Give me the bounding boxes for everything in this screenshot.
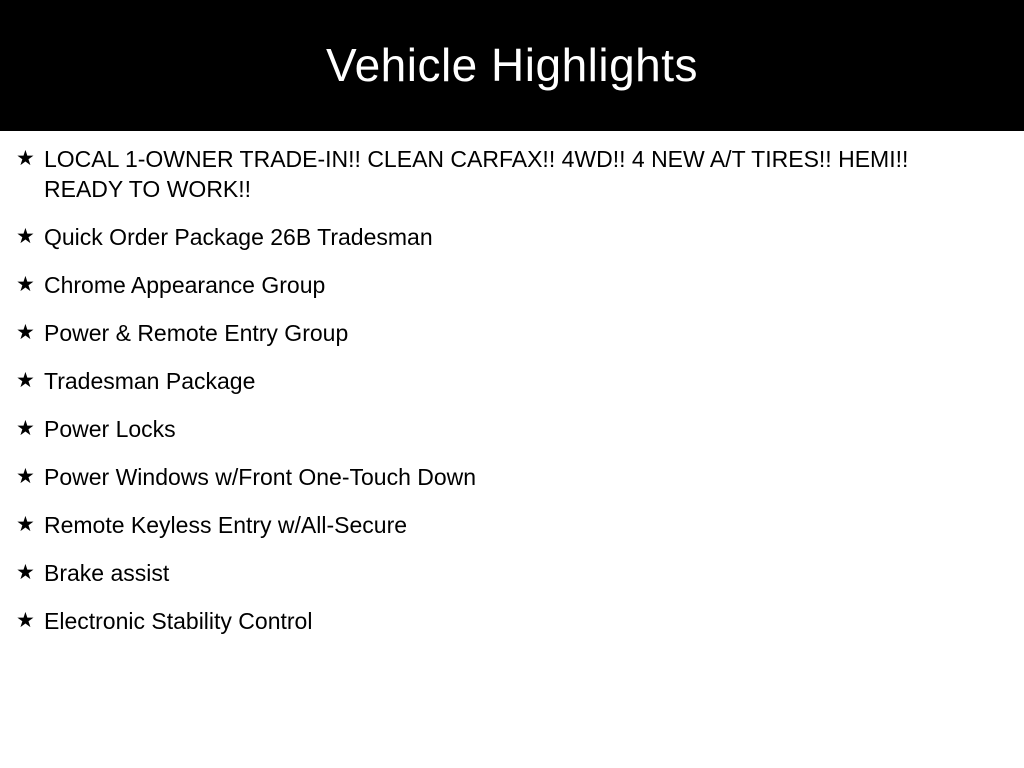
list-item <box>12 270 1006 300</box>
list-item-label: Power & Remote Entry Group <box>44 320 349 346</box>
list-item-label: Power Windows w/Front One-Touch Down <box>44 464 477 490</box>
list-item-label: LOCAL 1-OWNER TRADE-IN!! CLEAN CARFAX!! 4WD!! 4 NEW A/T TIRES!! HEMI!! READY TO WORK!! <box>44 146 909 202</box>
list-item <box>12 510 1006 540</box>
star-icon: ★ <box>16 417 35 440</box>
star-icon: ★ <box>16 321 35 344</box>
star-icon: ★ <box>16 225 35 248</box>
list-item <box>12 318 1006 348</box>
list-item <box>12 144 1006 204</box>
star-icon: ★ <box>16 561 35 584</box>
list-item-label: Chrome Appearance Group <box>44 272 326 298</box>
star-icon: ★ <box>16 147 35 170</box>
list-item <box>12 366 1006 396</box>
list-item-label: Tradesman Package <box>44 368 256 394</box>
star-icon: ★ <box>16 465 35 488</box>
star-icon: ★ <box>16 609 35 632</box>
page-title: Vehicle Highlights <box>325 39 699 92</box>
list-item <box>12 222 1006 252</box>
star-icon: ★ <box>16 273 35 296</box>
list-item-label: Electronic Stability Control <box>44 608 313 634</box>
highlights-list <box>0 131 1024 636</box>
list-item <box>12 462 1006 492</box>
list-item <box>12 606 1006 636</box>
page-header <box>0 0 1024 131</box>
list-item <box>12 414 1006 444</box>
star-icon: ★ <box>16 369 35 392</box>
list-item-label: Brake assist <box>44 560 170 586</box>
list-item-label: Power Locks <box>44 416 176 442</box>
list-item-label: Quick Order Package 26B Tradesman <box>44 224 433 250</box>
list-item <box>12 558 1006 588</box>
star-icon: ★ <box>16 513 35 536</box>
list-item-label: Remote Keyless Entry w/All-Secure <box>44 512 408 538</box>
